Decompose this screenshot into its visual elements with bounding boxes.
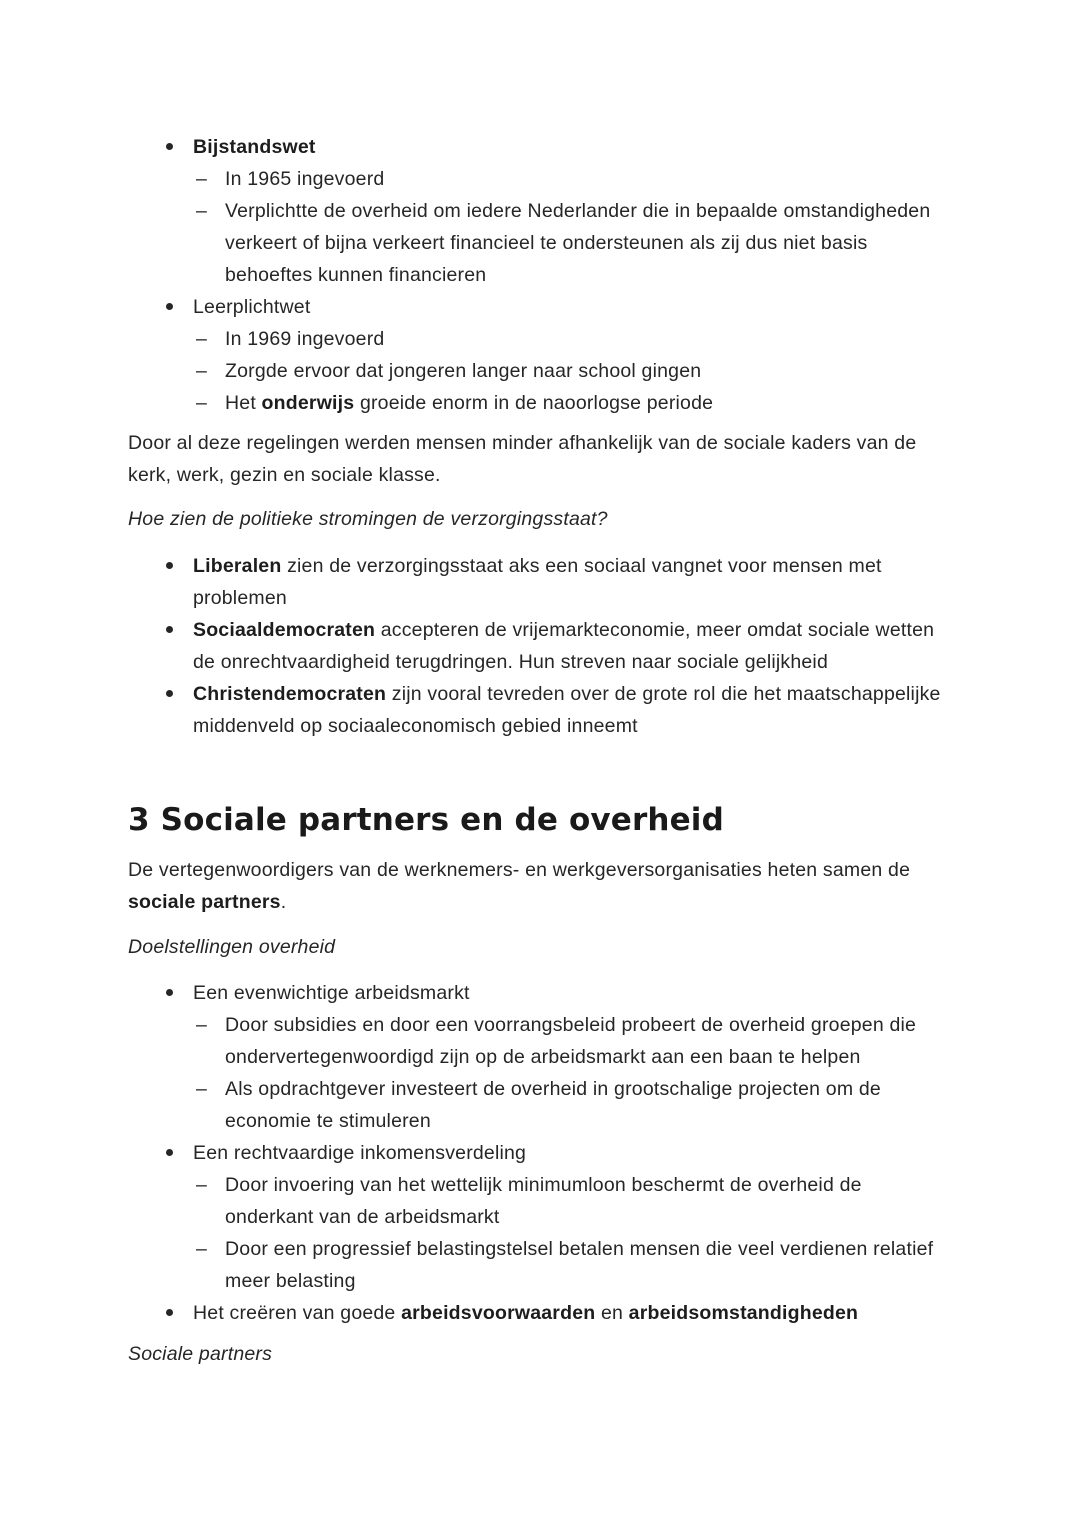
stroming-term: Christendemocraten	[193, 683, 387, 705]
intro-bold-term: sociale partners	[128, 891, 281, 913]
dash-bullet-icon	[196, 1233, 210, 1265]
list-item	[193, 1169, 948, 1233]
list-item	[193, 195, 948, 291]
list-item	[193, 387, 948, 419]
doelstelling-label: Een rechtvaardige inkomensverdeling	[193, 1142, 527, 1164]
doelstelling-label: Een evenwichtige arbeidsmarkt	[193, 982, 470, 1004]
arbeidsvoorwaarden-term: arbeidsvoorwaarden	[401, 1302, 596, 1324]
list-item	[193, 355, 948, 387]
dash-bullet-icon	[196, 1009, 210, 1041]
arbeids-text-part1: Het creëren van goede	[193, 1302, 402, 1324]
doelstellingen-list	[128, 977, 948, 1329]
bullet-dot-icon	[166, 143, 173, 150]
doelstellingen-section	[128, 977, 948, 1329]
sub-item-text: Door subsidies en door een voorrangsbeleid probeert de overheid groepen die ondervertegenwoordigd zijn op de arbeidsmarkt aan een baan te helpen	[225, 1014, 917, 1068]
stroming-term: Liberalen	[193, 555, 282, 577]
sub-item-text: In 1969 ingevoerd	[225, 328, 385, 350]
bullet-dot-icon	[166, 690, 173, 697]
section3-intro-paragraph	[128, 854, 948, 918]
bijstandswet-sublist	[193, 163, 948, 291]
laws-list	[128, 131, 948, 419]
dash-bullet-icon	[196, 1073, 210, 1105]
list-item	[128, 131, 948, 291]
sub-item-text: Door invoering van het wettelijk minimumloon beschermt de overheid de onderkant van de arbeidsmarkt	[225, 1174, 862, 1228]
leerplichtwet-sublist	[193, 323, 948, 419]
sub-item-text: In 1965 ingevoerd	[225, 168, 385, 190]
list-item	[128, 614, 948, 678]
intro-text-before: De vertegenwoordigers van de werknemers- en werkgeversorganisaties heten samen de	[128, 859, 911, 881]
sub-item-text-onderwijs: Het onderwijs groeide enorm in de naoorlogse periode	[225, 392, 714, 414]
dash-bullet-icon	[196, 163, 210, 195]
sub-item-text: Zorgde ervoor dat jongeren langer naar school gingen	[225, 360, 702, 382]
dash-bullet-icon	[196, 323, 210, 355]
stromingen-list	[128, 550, 948, 742]
stromingen-section	[128, 550, 948, 742]
sub-item-text: Door een progressief belastingstelsel betalen mensen die veel verdienen relatief meer belasting	[225, 1238, 934, 1292]
list-item	[193, 1009, 948, 1073]
list-item	[193, 323, 948, 355]
stroming-description: zien de verzorgingsstaat aks een sociaal vangnet voor mensen met problemen	[193, 555, 882, 609]
dash-bullet-icon	[196, 387, 210, 419]
stroming-term: Sociaaldemocraten	[193, 619, 376, 641]
bullet-dot-icon	[166, 989, 173, 996]
sociale-partners-subheading: Sociale partners	[128, 1343, 273, 1365]
list-item	[128, 678, 948, 742]
list-item	[193, 1073, 948, 1137]
bullet-dot-icon	[166, 1149, 173, 1156]
bullet-dot-icon	[166, 1309, 173, 1316]
bullet-dot-icon	[166, 562, 173, 569]
doelstellingen-subheading: Doelstellingen overheid	[128, 936, 336, 958]
list-item	[128, 291, 948, 419]
question-subheading: Hoe zien de politieke stromingen de verzorgingsstaat?	[128, 508, 608, 530]
list-item	[128, 977, 948, 1137]
page-title-section-3: 3 Sociale partners en de overheid	[128, 802, 724, 838]
laws-section	[128, 131, 948, 419]
arbeidsmarkt-sublist	[193, 1009, 948, 1137]
list-item	[193, 1233, 948, 1297]
list-item	[193, 163, 948, 195]
sub-item-text: Als opdrachtgever investeert de overheid in grootschalige projecten om de economie te stimuleren	[225, 1078, 881, 1132]
stroming-description: zijn vooral tevreden over de grote rol die het maatschappelijke middenveld op sociaaleconomisch gebied inneemt	[193, 683, 941, 737]
stroming-description: accepteren de vrijemarkteconomie, meer omdat sociale wetten de onrechtvaardigheid terugdringen. Hun streven naar sociale gelijkheid	[193, 619, 935, 673]
dash-bullet-icon	[196, 1169, 210, 1201]
dash-bullet-icon	[196, 195, 210, 227]
inkomensverdeling-sublist	[193, 1169, 948, 1297]
arbeidsomstandigheden-term: arbeidsomstandigheden	[628, 1302, 859, 1324]
inline-bold-term: onderwijs	[261, 392, 355, 414]
intro-text-after: .	[280, 891, 287, 913]
list-item	[128, 1297, 948, 1329]
arbeids-text-part2: en	[595, 1302, 629, 1324]
dash-bullet-icon	[196, 355, 210, 387]
law-name-bijstandswet: Bijstandswet	[193, 136, 316, 158]
after-laws-paragraph: Door al deze regelingen werden mensen minder afhankelijk van de sociale kaders van de kerk, werk, gezin en sociale klasse.	[128, 432, 917, 486]
law-name-leerplichtwet: Leerplichtwet	[193, 296, 311, 318]
list-item	[128, 550, 948, 614]
bullet-dot-icon	[166, 626, 173, 633]
sub-item-text: Verplichtte de overheid om iedere Nederlander die in bepaalde omstandigheden verkeert of bijna verkeert financieel te ondersteunen als zij dus niet basis behoeftes kunnen financieren	[225, 200, 931, 286]
list-item	[128, 1137, 948, 1297]
bullet-dot-icon	[166, 303, 173, 310]
